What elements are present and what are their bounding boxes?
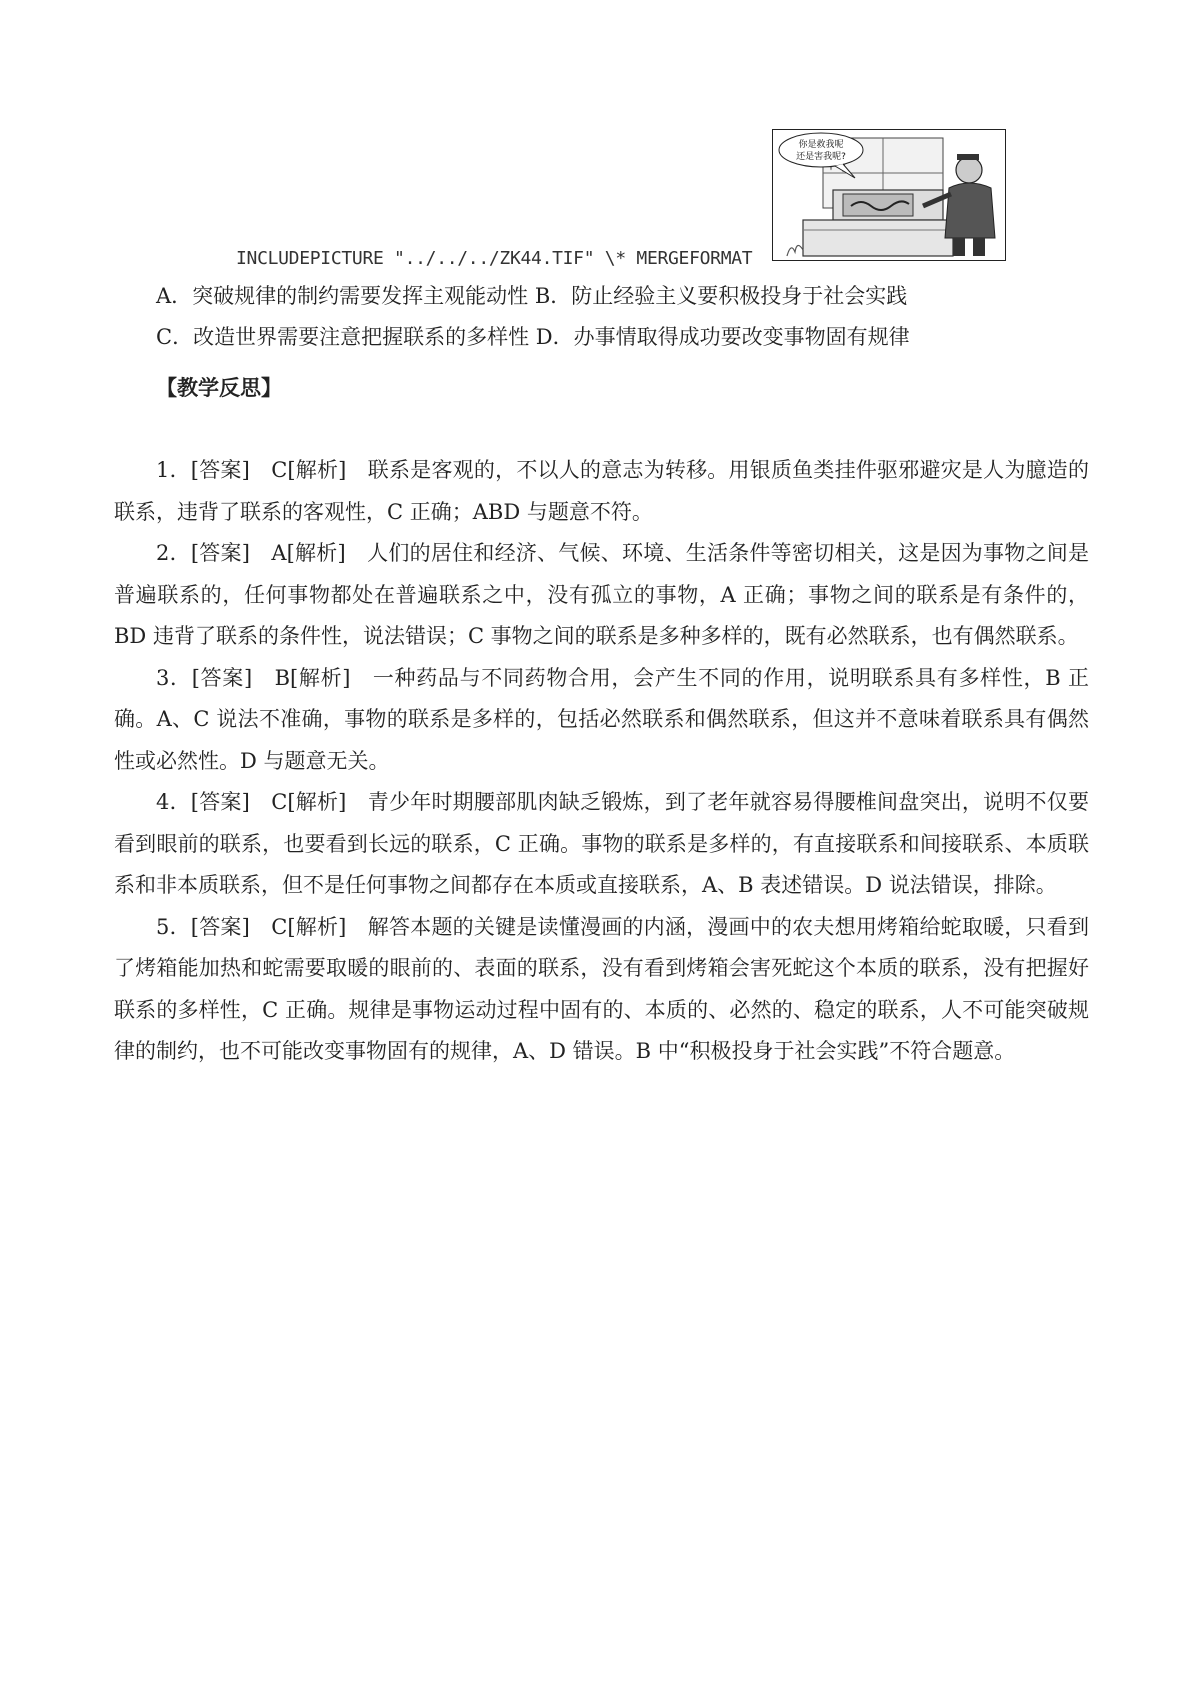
answer-item-1: 1．[答案] C[解析] 联系是客观的，不以人的意志为转移。用银质鱼类挂件驱邪避灾是人为臆造的联系，违背了联系的客观性，C 正确；ABD 与题意不符。 [114, 458, 1089, 524]
answer-item-4: 4．[答案] C[解析] 青少年时期腰部肌肉缺乏锻炼，到了老年就容易得腰椎间盘突出，说明不仅要看到眼前的联系，也要看到长远的联系，C 正确。事物的联系是多样的，有直接联系和间接联系、本质联系和非本质联系，但不是任何事物之间都存在本质或直接联系，A、B 表述错误。D 说法错误，排除。 [114, 790, 1089, 897]
answer-item-3: 3．[答案] B[解析] 一种药品与不同药物合用，会产生不同的作用，说明联系具有多样性，B 正确。A、C 说法不准确，事物的联系是多样的，包括必然联系和偶然联系，但这并不意味着联系具有偶然性或必然性。D 与题意无关。 [114, 665, 1089, 773]
answer-list [114, 450, 1089, 1073]
speech-line-2: 还是害我呢? [796, 152, 846, 162]
cartoon-drawing [773, 130, 1006, 261]
answer-item-2: 2．[答案] A[解析] 人们的居住和经济、气候、环境、生活条件等密切相关，这是因为事物之间是普遍联系的，任何事物都处在普遍联系之中，没有孤立的事物，A 正确；事物之间的联系是有条件的，BD 违背了联系的条件性，说法错误；C 事物之间的联系是多种多样的，既有必然联系，也有偶然联系。 [114, 541, 1089, 648]
include-picture-field: INCLUDEPICTURE "../../../ZK44.TIF" \* MERGEFORMAT [236, 248, 753, 269]
cartoon-illustration [772, 129, 1006, 261]
speech-line-1: 你是救我呢 [798, 140, 844, 150]
option-line-cd: C．改造世界需要注意把握联系的多样性 D．办事情取得成功要改变事物固有规律 [156, 325, 910, 349]
option-line-ab: A．突破规律的制约需要发挥主观能动性 B．防止经验主义要积极投身于社会实践 [156, 284, 908, 308]
answer-item-5: 5．[答案] C[解析] 解答本题的关键是读懂漫画的内涵，漫画中的农夫想用烤箱给蛇取暖，只看到了烤箱能加热和蛇需要取暖的眼前的、表面的联系，没有看到烤箱会害死蛇这个本质的联系，没有把握好联系的多样性，C 正确。规律是事物运动过程中固有的、本质的、必然的、稳定的联系，人不可能突破规律的制约，也不可能改变事物固有的规律，A、D 错误。B 中“积极投身于社会实践”不符合题意。 [114, 914, 1089, 1063]
section-heading: 【教学反思】 [156, 375, 282, 400]
